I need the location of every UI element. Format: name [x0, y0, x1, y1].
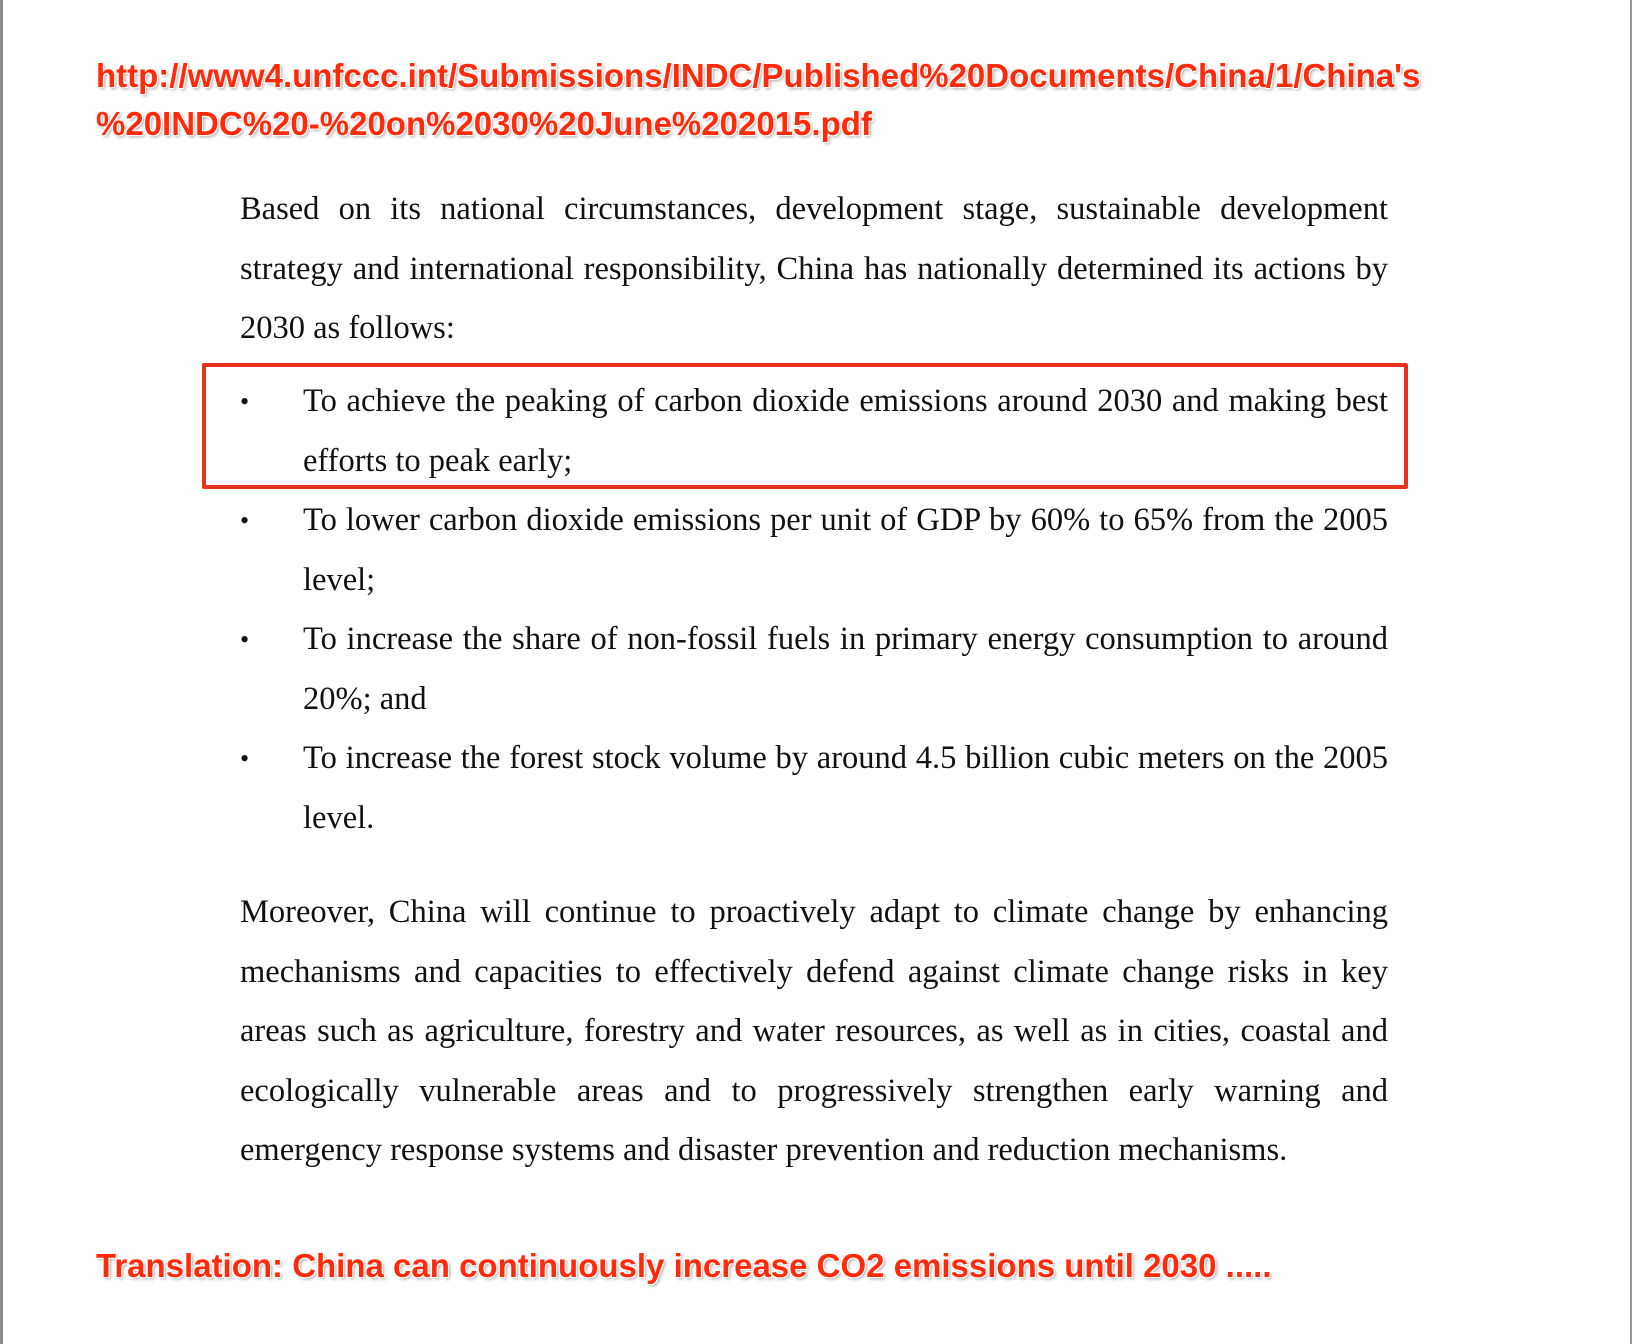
translation-annotation: Translation: China can continuously increase CO2 emissions until 2030 ..... — [96, 1247, 1272, 1284]
closing-paragraph: Moreover, China will continue to proactively adapt to climate change by enhancing mechanisms and capacities to effectively defend against climate change risks in key areas such as agriculture, forestry and water resources, as well as in cities, coastal and ecologically vulnerable areas and to progressively strengthen early warning and emergency response systems and disaster prevention and reduction mechanisms. — [240, 894, 1388, 1168]
bullet-icon: • — [240, 625, 250, 654]
list-item-text: To lower carbon dioxide emissions per unit of GDP by 60% to 65% from the 2005 level; — [303, 502, 1388, 598]
source-url-annotation — [96, 52, 1420, 148]
actions-list — [240, 372, 1388, 848]
list-item — [240, 372, 1388, 491]
intro-paragraph: Based on its national circumstances, development stage, sustainable development strategy and international responsibility, China has nationally determined its actions by 2030 as follows: — [240, 191, 1388, 346]
bullet-icon: • — [240, 506, 250, 535]
list-item — [240, 491, 1388, 610]
list-item-text: To increase the share of non-fossil fuels in primary energy consumption to around 20%; and — [303, 621, 1388, 717]
list-item — [240, 610, 1388, 729]
list-item-text: To increase the forest stock volume by around 4.5 billion cubic meters on the 2005 level. — [303, 740, 1388, 836]
source-url-line-1: http://www4.unfccc.int/Submissions/INDC/Published%20Documents/China/1/China's — [96, 57, 1421, 94]
bullet-icon: • — [240, 387, 250, 416]
bullet-icon: • — [240, 744, 250, 773]
list-item-text: To achieve the peaking of carbon dioxide emissions around 2030 and making best efforts to peak early; — [303, 383, 1388, 479]
source-url-line-2: %20INDC%20-%20on%2030%20June%202015.pdf — [96, 105, 872, 142]
left-frame-border — [0, 0, 3, 1344]
list-item — [240, 729, 1388, 848]
